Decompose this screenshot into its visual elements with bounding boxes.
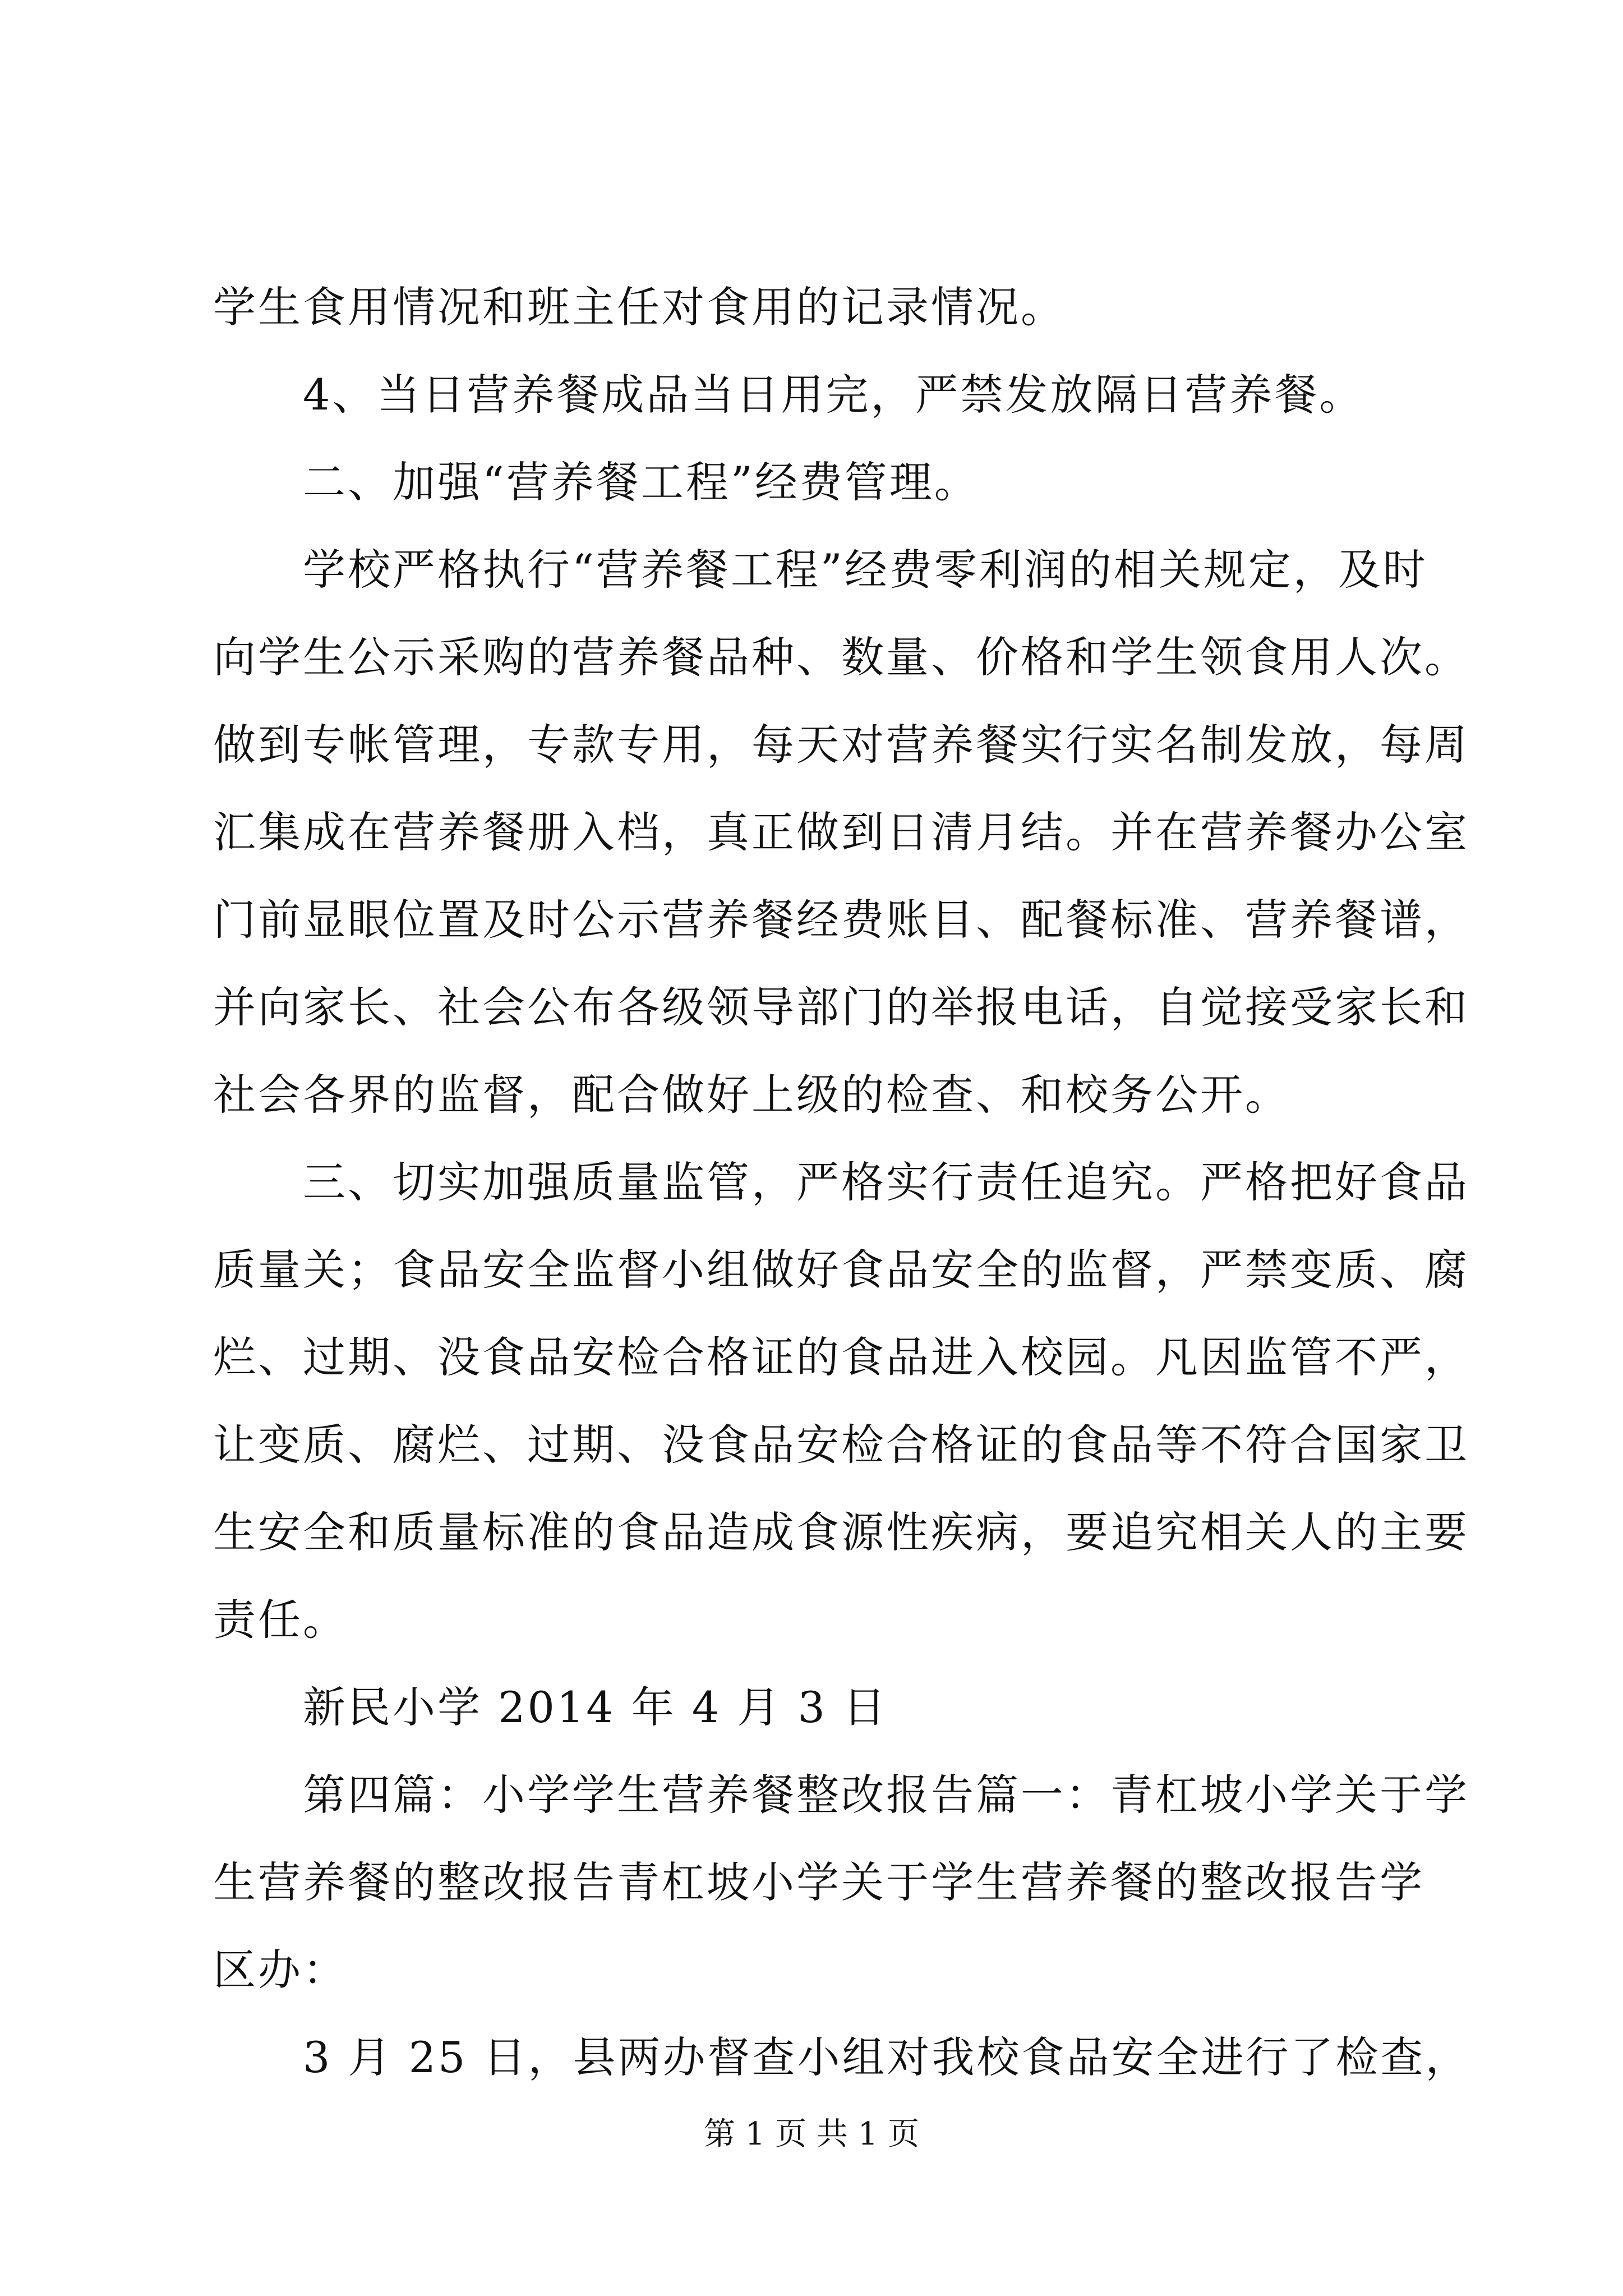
text-line: 生营养餐的整改报告青杠坡小学关于学生营养餐的整改报告学 [213, 1857, 1424, 1907]
signature-date: 新民小学 2014 年 4 月 3 日 [213, 1682, 888, 1732]
text-line: 责任。 [213, 1595, 348, 1645]
text-line: 4、当日营养餐成品当日用完，严禁发放隔日营养餐。 [213, 370, 1364, 420]
text-line: 做到专帐管理，专款专用，每天对营养餐实行实名制发放，每周 [213, 720, 1469, 770]
page-footer [0, 2115, 1623, 2154]
page-number: 第 1 页 共 1 页 [703, 2116, 920, 2152]
text-line: 三、切实加强质量监管，严格实行责任追究。严格把好食品 [213, 1157, 1469, 1207]
text-line: 向学生公示采购的营养餐品种、数量、价格和学生领食用人次。 [213, 632, 1469, 682]
text-line: 汇集成在营养餐册入档，真正做到日清月结。并在营养餐办公室 [213, 807, 1469, 857]
text-line: 并向家长、社会公布各级领导部门的举报电话，自觉接受家长和 [213, 982, 1469, 1032]
text-line: 社会各界的监督，配合做好上级的检查、和校务公开。 [213, 1070, 1290, 1120]
text-line: 质量关；食品安全监督小组做好食品安全的监督，严禁变质、腐 [213, 1245, 1469, 1295]
text-line: 生安全和质量标准的食品造成食源性疾病，要追究相关人的主要 [213, 1507, 1469, 1557]
text-line: 区办： [213, 1945, 348, 1995]
text-line: 第四篇：小学学生营养餐整改报告篇一：青杠坡小学关于学 [213, 1770, 1469, 1820]
text-line: 学校严格执行“营养餐工程”经费零利润的相关规定，及时 [213, 545, 1428, 595]
document-body [213, 264, 1470, 2101]
section-heading: 二、加强“营养餐工程”经费管理。 [213, 457, 979, 507]
text-line: 让变质、腐烂、过期、没食品安检合格证的食品等不符合国家卫 [213, 1420, 1469, 1470]
text-line: 学生食用情况和班主任对食用的记录情况。 [213, 282, 1066, 332]
text-line: 烂、过期、没食品安检合格证的食品进入校园。凡因监管不严， [213, 1332, 1469, 1382]
text-line: 3 月 25 日，县两办督查小组对我校食品安全进行了检查， [213, 2032, 1470, 2082]
text-line: 门前显眼位置及时公示营养餐经费账目、配餐标准、营养餐谱， [213, 895, 1469, 945]
